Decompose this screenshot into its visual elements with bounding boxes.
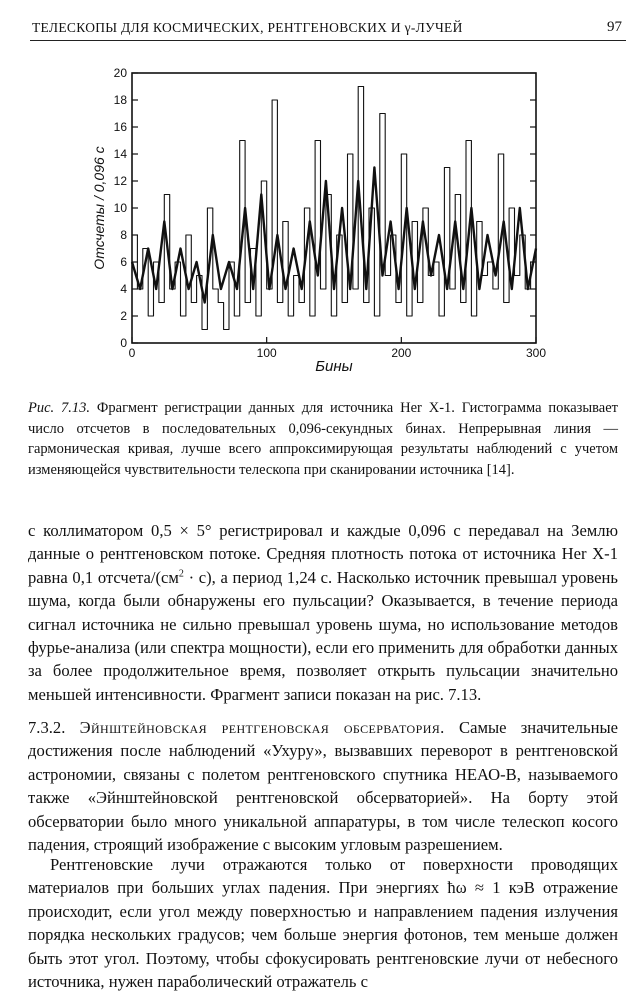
page-number: 97 bbox=[607, 19, 622, 35]
section-number: 7.3.2. bbox=[28, 718, 66, 737]
histogram-chart bbox=[0, 58, 641, 388]
y-tick-label: 0 bbox=[120, 336, 127, 350]
running-title: ТЕЛЕСКОПЫ ДЛЯ КОСМИЧЕСКИХ, РЕНТГЕНОВСКИХ И γ-ЛУЧЕЙ bbox=[32, 20, 463, 35]
x-tick-label: 200 bbox=[391, 346, 412, 360]
header-rule bbox=[30, 40, 626, 41]
y-tick-label: 14 bbox=[113, 147, 127, 161]
paragraph-3-text: Рентгеновские лучи отражаются только от поверхности проводящих материалов при больших углах падения. При энергиях ħω ≈ 1 кэВ отражение происходит, если угол между поверхностью и направлением падения излучения порядка нескольких градусов; чем больше энергия фотонов, тем меньше должен быть этот угол. Поэтому, чтобы сфокусировать рентгеновские лучи от небесного источника, нужен параболический отражатель с bbox=[28, 855, 618, 992]
figure-7-13 bbox=[0, 58, 641, 388]
paragraph-3 bbox=[28, 853, 618, 993]
y-tick-label: 8 bbox=[120, 228, 127, 242]
x-tick-label: 100 bbox=[256, 346, 277, 360]
histogram-series bbox=[132, 87, 536, 330]
caption-text: Фрагмент регистрации данных для источника Her X-1. Гистограмма показывает число отсчетов в последовательных 0,096-секундных бинах. Непрерывная линия — гармоническая кривая, лучше всего аппроксимирующая результаты наблюдений с учетом изменяющейся чувствительности телескопа при сканировании источника [14]. bbox=[28, 400, 618, 478]
section-title: Эйнштейновская рентгеновская обсерватория. bbox=[79, 718, 445, 737]
y-tick-label: 12 bbox=[113, 174, 127, 188]
y-tick-label: 16 bbox=[113, 120, 127, 134]
y-tick-label: 10 bbox=[113, 201, 127, 215]
paragraph-1-text-a: с коллиматором 0,5 × 5° регистрировал и каждые 0,096 с передавал на Землю данные о рентгеновском потоке. Средняя плотность потока от источника Her X-1 равна 0,1 отсчета/(см bbox=[28, 521, 618, 587]
section-paragraph bbox=[28, 716, 618, 856]
superscript: 2 bbox=[178, 568, 184, 580]
section-text: Самые значительные достижения после наблюдений «Ухуру», вызвавших переворот в рентгеновской астрономии, связаны с полетом рентгеновского спутника НЕАО-В, называемого также «Эйнштейновской рентгеновской обсерваторией». На борту этой обсерватории было много уникальной аппаратуры, в том числе телескоп косого падения, строящий изображение с высоким угловым разрешением. bbox=[28, 718, 618, 855]
y-axis-label: Отсчеты / 0,096 с bbox=[91, 146, 107, 270]
harmonic-curve-series bbox=[132, 168, 536, 303]
figure-caption bbox=[28, 398, 618, 480]
figure-label: Рис. 7.13. bbox=[28, 400, 91, 416]
page-header bbox=[16, 18, 628, 42]
y-tick-label: 18 bbox=[113, 93, 127, 107]
y-tick-label: 2 bbox=[120, 309, 127, 323]
y-tick-label: 6 bbox=[120, 255, 127, 269]
y-tick-label: 20 bbox=[113, 66, 127, 80]
x-tick-label: 300 bbox=[525, 346, 547, 360]
paragraph-1 bbox=[28, 519, 618, 706]
paragraph-1-text-b: · с), а период 1,24 с. Насколько источник превышал уровень шума, когда были обнаружены его пульсации? Оказывается, в течение периода сигнал источника не сильно превышал уровень шума, но использование методов фурье-анализа (или спектра мощности), если его применить для обработки данных за более продолжительное время, позволяет открыть пульсации значительно меньшей интенсивности. Фрагмент записи показан на рис. 7.13. bbox=[28, 567, 618, 704]
x-axis-label: Бины bbox=[315, 358, 353, 375]
x-tick-label: 0 bbox=[128, 346, 136, 360]
y-tick-label: 4 bbox=[120, 282, 127, 296]
